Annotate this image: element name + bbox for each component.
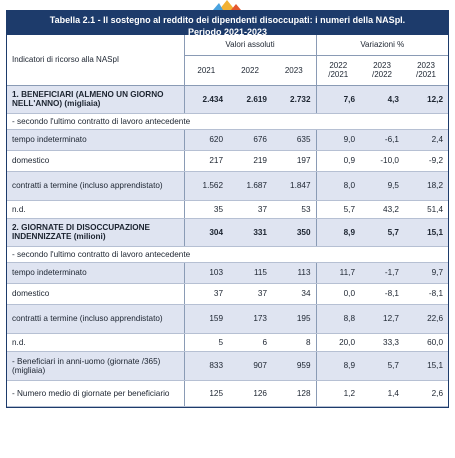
row-value: 304 xyxy=(184,218,228,246)
row-value: 11,7 xyxy=(316,262,360,283)
row-label: tempo indeterminato xyxy=(7,262,184,283)
row-value: 1,2 xyxy=(316,380,360,406)
row-value: 195 xyxy=(272,304,316,333)
row-value: 128 xyxy=(272,380,316,406)
header-group-row xyxy=(7,35,448,55)
row-value: 9,7 xyxy=(404,262,448,283)
title-line-1: Tabella 2.1 - Il sostegno al reddito dei dipendenti disoccupati: i numeri della NASpI. xyxy=(49,15,406,25)
row-value: 9,0 xyxy=(316,129,360,150)
row-label: n.d. xyxy=(7,200,184,218)
table-row xyxy=(7,85,448,113)
row-label: tempo indeterminato xyxy=(7,129,184,150)
row-value: 350 xyxy=(272,218,316,246)
row-label: domestico xyxy=(7,150,184,171)
row-value: 0,9 xyxy=(316,150,360,171)
row-value: 5,7 xyxy=(360,218,404,246)
row-value: 5,7 xyxy=(316,200,360,218)
row-value: 53 xyxy=(272,200,316,218)
table-body xyxy=(7,85,448,406)
row-value: 125 xyxy=(184,380,228,406)
table-row xyxy=(7,351,448,380)
group-absolute-header: Valori assoluti xyxy=(184,35,316,55)
row-value: 8,0 xyxy=(316,171,360,200)
row-value: 2,4 xyxy=(404,129,448,150)
row-value: 9,5 xyxy=(360,171,404,200)
row-value: 115 xyxy=(228,262,272,283)
row-value: 635 xyxy=(272,129,316,150)
row-value: 331 xyxy=(228,218,272,246)
row-value: 2.619 xyxy=(228,85,272,113)
table-row xyxy=(7,150,448,171)
year-header: 2022 xyxy=(228,55,272,85)
row-value: -6,1 xyxy=(360,129,404,150)
row-value: 959 xyxy=(272,351,316,380)
row-value: 219 xyxy=(228,150,272,171)
row-value: 37 xyxy=(184,283,228,304)
row-value: -1,7 xyxy=(360,262,404,283)
row-label: - secondo l'ultimo contratto di lavoro antecedente xyxy=(7,113,448,129)
row-value: 22,6 xyxy=(404,304,448,333)
row-value: 51,4 xyxy=(404,200,448,218)
table-row xyxy=(7,333,448,351)
row-value: 6 xyxy=(228,333,272,351)
row-label: contratti a termine (incluso apprendistato) xyxy=(7,304,184,333)
table-row xyxy=(7,283,448,304)
row-value: 2.434 xyxy=(184,85,228,113)
title-line-2: Periodo 2021-2023 xyxy=(187,27,268,37)
row-value: 8,9 xyxy=(316,218,360,246)
row-value: 676 xyxy=(228,129,272,150)
row-value: 43,2 xyxy=(360,200,404,218)
row-value: 159 xyxy=(184,304,228,333)
row-value: 1,4 xyxy=(360,380,404,406)
row-value: 103 xyxy=(184,262,228,283)
row-value: 833 xyxy=(184,351,228,380)
row-value: 5 xyxy=(184,333,228,351)
table-row xyxy=(7,262,448,283)
row-value: 2.732 xyxy=(272,85,316,113)
year-header: 2023 xyxy=(272,55,316,85)
row-value: 8,9 xyxy=(316,351,360,380)
change-header: 2023 /2022 xyxy=(360,55,404,85)
row-value: 1.687 xyxy=(228,171,272,200)
row-value: 18,2 xyxy=(404,171,448,200)
table-frame xyxy=(6,10,449,408)
indicator-header: Indicatori di ricorso alla NASpI xyxy=(7,35,184,85)
row-label: - Numero medio di giornate per beneficiario xyxy=(7,380,184,406)
row-value: 0,0 xyxy=(316,283,360,304)
row-value: 8,8 xyxy=(316,304,360,333)
table-row xyxy=(7,129,448,150)
table-row xyxy=(7,380,448,406)
change-header: 2023 /2021 xyxy=(404,55,448,85)
row-value: 113 xyxy=(272,262,316,283)
row-label: contratti a termine (incluso apprendistato) xyxy=(7,171,184,200)
row-value: 907 xyxy=(228,351,272,380)
table-title xyxy=(7,11,448,35)
row-value: 1.562 xyxy=(184,171,228,200)
row-value: 1.847 xyxy=(272,171,316,200)
row-label: 1. BENEFICIARI (ALMENO UN GIORNO NELL'ANNO) (migliaia) xyxy=(7,85,184,113)
change-header: 2022 /2021 xyxy=(316,55,360,85)
row-value: 5,7 xyxy=(360,351,404,380)
row-value: 12,7 xyxy=(360,304,404,333)
row-value: 197 xyxy=(272,150,316,171)
row-value: 34 xyxy=(272,283,316,304)
row-value: 7,6 xyxy=(316,85,360,113)
row-label: 2. GIORNATE DI DISOCCUPAZIONE INDENNIZZATE (milioni) xyxy=(7,218,184,246)
table-row xyxy=(7,218,448,246)
row-value: 217 xyxy=(184,150,228,171)
row-value: 2,6 xyxy=(404,380,448,406)
row-value: 33,3 xyxy=(360,333,404,351)
row-value: 20,0 xyxy=(316,333,360,351)
row-value: 620 xyxy=(184,129,228,150)
row-value: 173 xyxy=(228,304,272,333)
row-value: -9,2 xyxy=(404,150,448,171)
table-row xyxy=(7,171,448,200)
table-row xyxy=(7,304,448,333)
row-value: 15,1 xyxy=(404,218,448,246)
data-table xyxy=(7,35,448,407)
row-value: 12,2 xyxy=(404,85,448,113)
row-value: 15,1 xyxy=(404,351,448,380)
row-value: 37 xyxy=(228,200,272,218)
row-label: - secondo l'ultimo contratto di lavoro antecedente xyxy=(7,246,448,262)
row-value: 4,3 xyxy=(360,85,404,113)
row-value: 37 xyxy=(228,283,272,304)
row-value: -8,1 xyxy=(404,283,448,304)
group-change-header: Variazioni % xyxy=(316,35,448,55)
row-value: 126 xyxy=(228,380,272,406)
row-value: -10,0 xyxy=(360,150,404,171)
table-row xyxy=(7,200,448,218)
row-label: - Beneficiari in anni-uomo (giornate /365) (migliaia) xyxy=(7,351,184,380)
logo-icon xyxy=(210,0,244,10)
row-value: 60,0 xyxy=(404,333,448,351)
row-label: domestico xyxy=(7,283,184,304)
table-row xyxy=(7,246,448,262)
row-value: 8 xyxy=(272,333,316,351)
row-value: -8,1 xyxy=(360,283,404,304)
year-header: 2021 xyxy=(184,55,228,85)
row-value: 35 xyxy=(184,200,228,218)
table-row xyxy=(7,113,448,129)
row-label: n.d. xyxy=(7,333,184,351)
